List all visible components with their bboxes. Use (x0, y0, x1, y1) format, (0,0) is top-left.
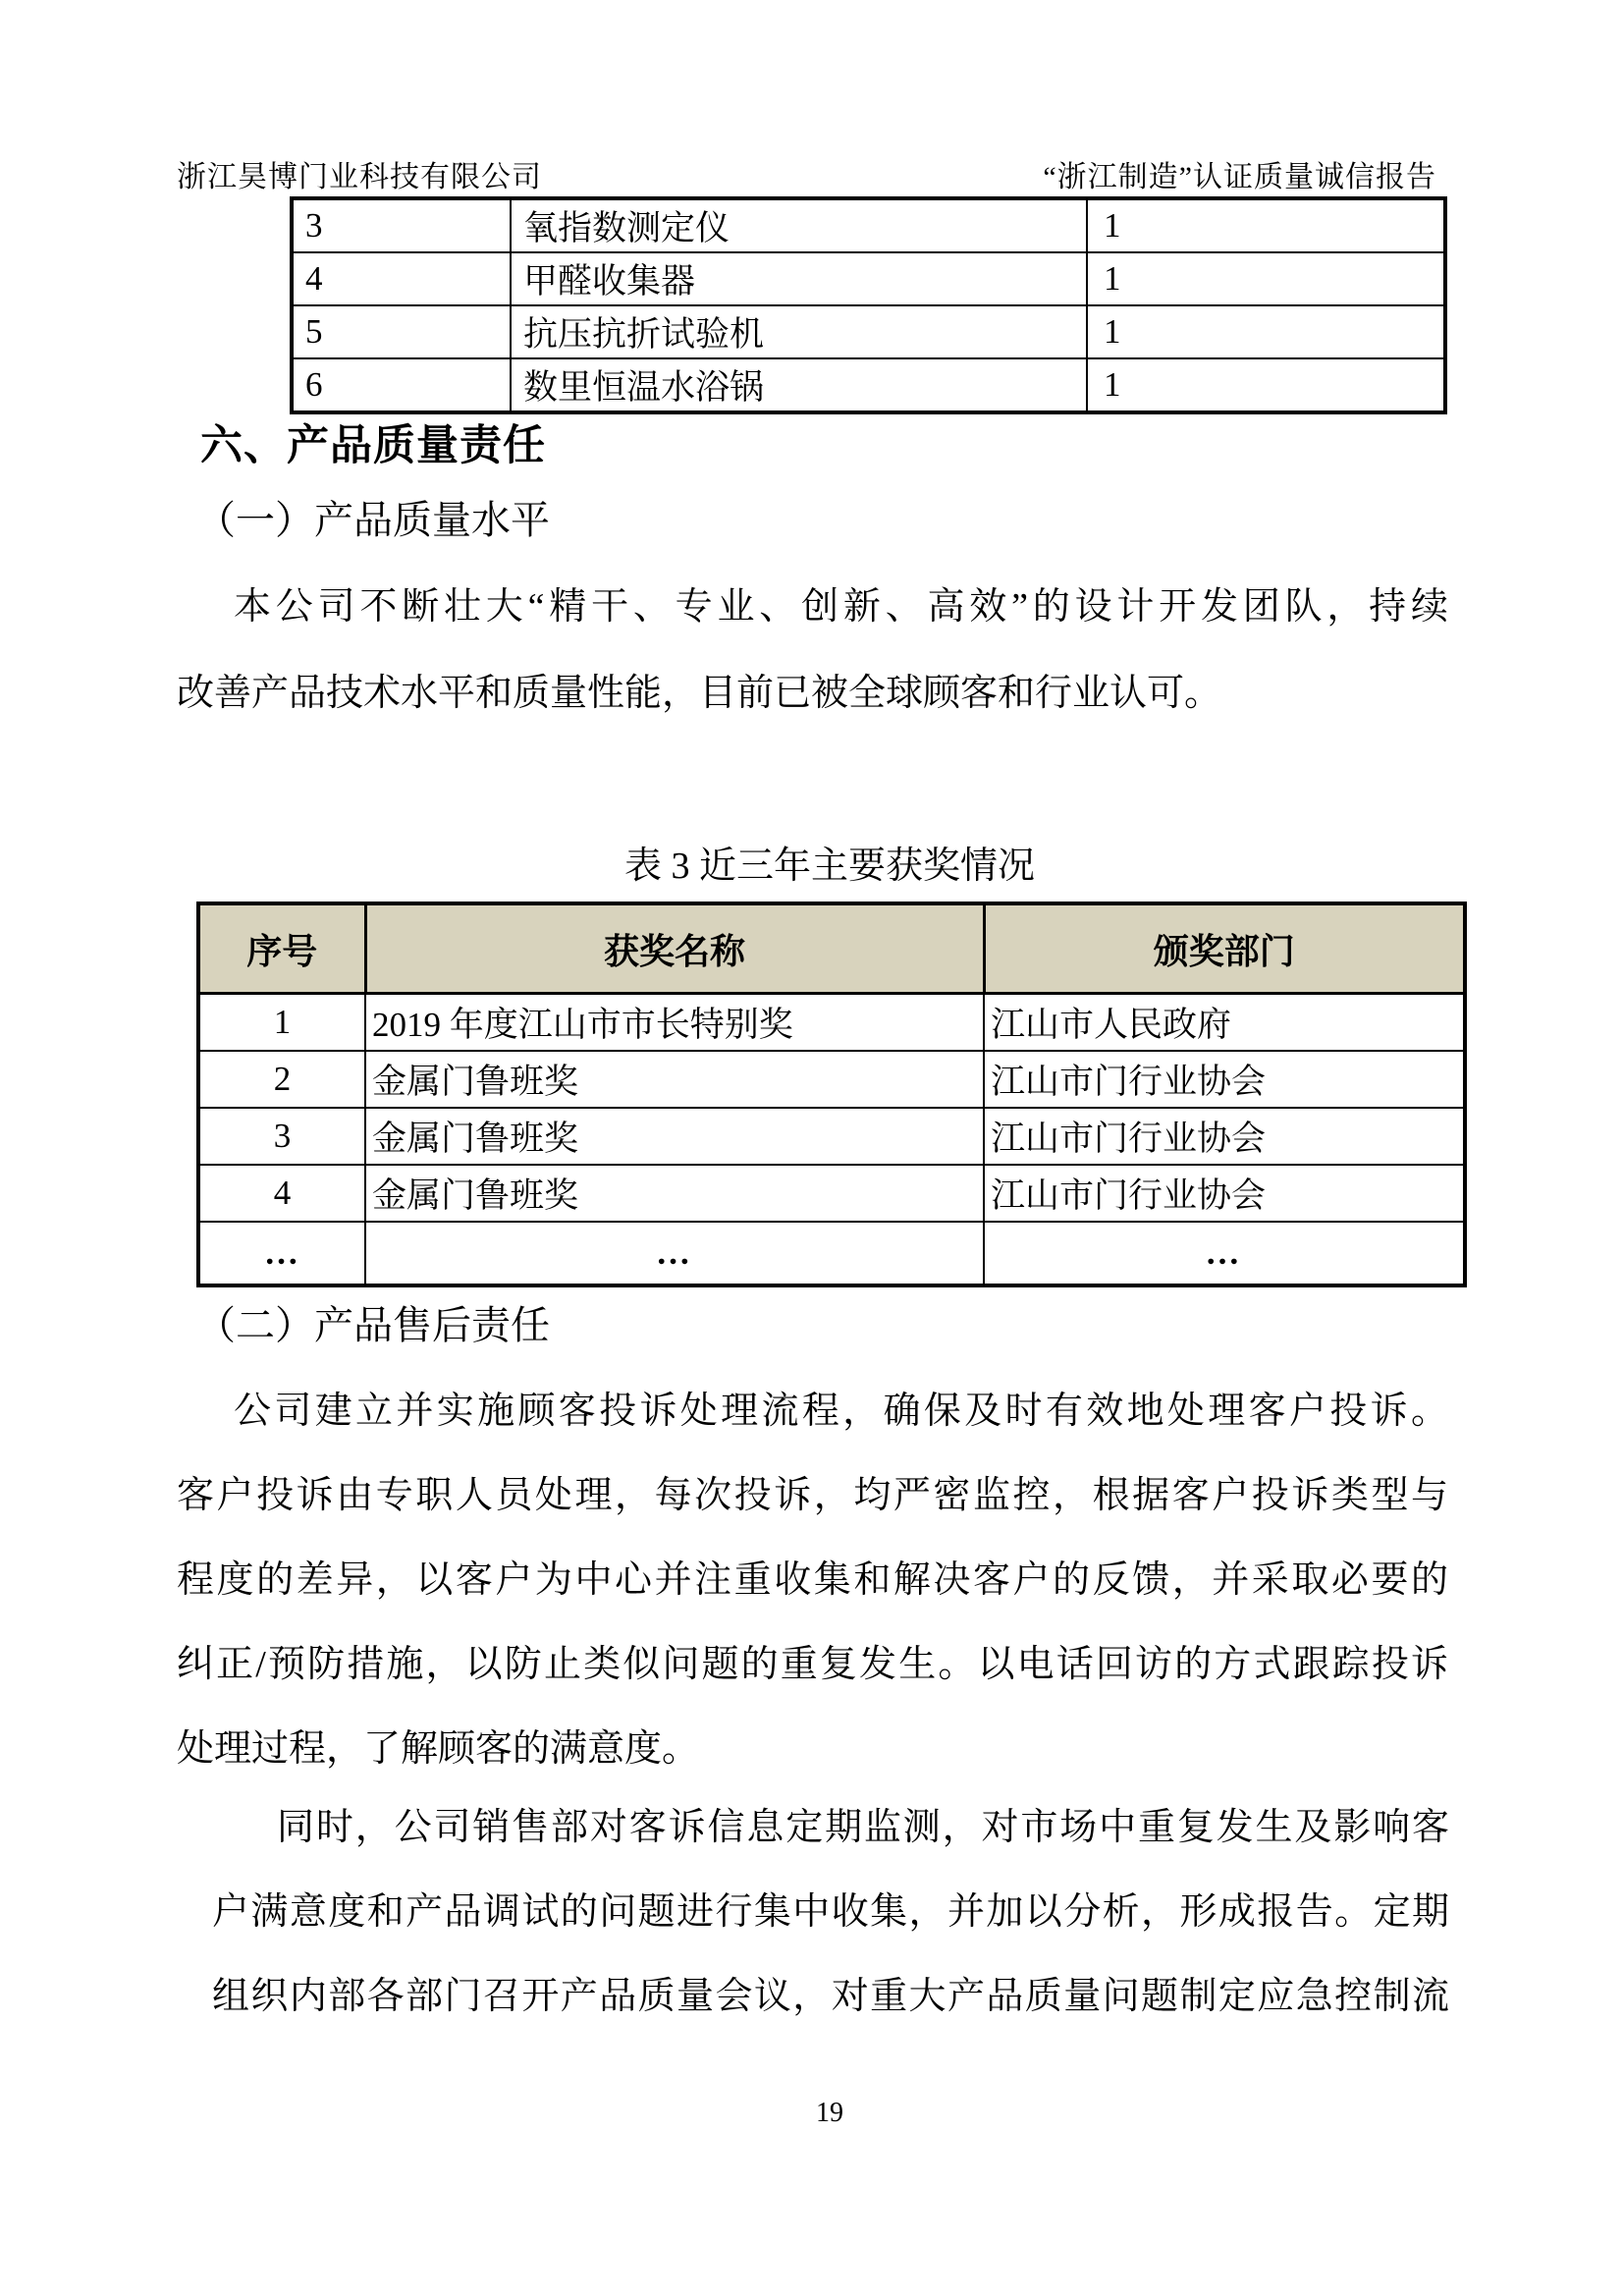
column-header-serial: 序号 (198, 903, 365, 994)
cell-serial: 5 (292, 305, 511, 358)
cell-award-dept: 江山市门行业协会 (984, 1108, 1465, 1165)
table-row (292, 305, 1445, 358)
header-report-title: “浙江制造”认证质量诚信报告 (1043, 161, 1436, 193)
subsection-heading-two: （二）产品售后责任 (196, 1303, 550, 1347)
paragraph-line: 户满意度和产品调试的问题进行集中收集，并加以分析，形成报告。定期 (212, 1891, 1449, 1933)
header-company-name: 浙江昊博门业科技有限公司 (177, 161, 542, 193)
table-row (292, 252, 1445, 305)
cell-quantity: 1 (1087, 305, 1445, 358)
column-header-dept: 颁奖部门 (984, 903, 1465, 994)
paragraph-line: 本公司不断壮大“精干、专业、创新、高效”的设计开发团队，持续 (234, 586, 1448, 628)
paragraph-line: 程度的差异，以客户为中心并注重收集和解决客户的反馈，并采取必要的 (177, 1559, 1448, 1601)
table-header-row (198, 903, 1465, 994)
cell-serial: 3 (292, 198, 511, 252)
cell-name: 数里恒温水浴锅 (511, 358, 1087, 412)
cell-name: 甲醛收集器 (511, 252, 1087, 305)
column-header-award: 获奖名称 (365, 903, 984, 994)
paragraph-line: 处理过程，了解顾客的满意度。 (177, 1728, 700, 1770)
cell-award-name: 2019 年度江山市市长特别奖 (365, 994, 984, 1052)
cell-award-name: 金属门鲁班奖 (365, 1165, 984, 1222)
paragraph-line: 客户投诉由专职人员处理，每次投诉，均严密监控，根据客户投诉类型与 (177, 1475, 1448, 1516)
awards-table (196, 902, 1467, 1287)
cell-ellipsis: … (198, 1222, 365, 1285)
cell-name: 氧指数测定仪 (511, 198, 1087, 252)
paragraph-line: 公司建立并实施顾客投诉处理流程，确保及时有效地处理客户投诉。 (234, 1391, 1448, 1432)
table-row (198, 1165, 1465, 1222)
cell-serial: 6 (292, 358, 511, 412)
cell-award-name: 金属门鲁班奖 (365, 1051, 984, 1108)
page-number: 19 (816, 2098, 843, 2128)
paragraph-quality-level (177, 564, 1448, 737)
cell-serial: 4 (292, 252, 511, 305)
table-row (198, 1051, 1465, 1108)
cell-serial: 3 (198, 1108, 365, 1165)
cell-quantity: 1 (1087, 198, 1445, 252)
table-row-ellipsis (198, 1222, 1465, 1285)
paragraph-line: 同时，公司销售部对客诉信息定期监测，对市场中重复发生及影响客 (277, 1807, 1449, 1848)
cell-serial: 2 (198, 1051, 365, 1108)
paragraph-line: 纠正/预防措施，以防止类似问题的重复发生。以电话回访的方式跟踪投诉 (177, 1644, 1448, 1685)
cell-award-dept: 江山市门行业协会 (984, 1165, 1465, 1222)
table-row (292, 198, 1445, 252)
cell-serial: 1 (198, 994, 365, 1052)
table-row (198, 1108, 1465, 1165)
paragraph-sales-monitoring (212, 1785, 1449, 2039)
paragraph-after-sales (177, 1369, 1448, 1791)
paragraph-line: 改善产品技术水平和质量性能，目前已被全球顾客和行业认可。 (177, 673, 1222, 714)
cell-quantity: 1 (1087, 358, 1445, 412)
cell-award-dept: 江山市门行业协会 (984, 1051, 1465, 1108)
cell-award-dept: 江山市人民政府 (984, 994, 1465, 1052)
equipment-table (290, 196, 1447, 414)
cell-ellipsis: … (984, 1222, 1465, 1285)
cell-serial: 4 (198, 1165, 365, 1222)
table-row (198, 994, 1465, 1052)
cell-quantity: 1 (1087, 252, 1445, 305)
paragraph-line: 组织内部各部门召开产品质量会议，对重大产品质量问题制定应急控制流 (212, 1976, 1449, 2017)
table3-caption: 表 3 近三年主要获奖情况 (623, 846, 1035, 887)
section-heading: 六、产品质量责任 (200, 423, 546, 469)
cell-name: 抗压抗折试验机 (511, 305, 1087, 358)
table-row (292, 358, 1445, 412)
subsection-heading-one: （一）产品质量水平 (196, 498, 550, 542)
cell-award-name: 金属门鲁班奖 (365, 1108, 984, 1165)
cell-ellipsis: … (365, 1222, 984, 1285)
